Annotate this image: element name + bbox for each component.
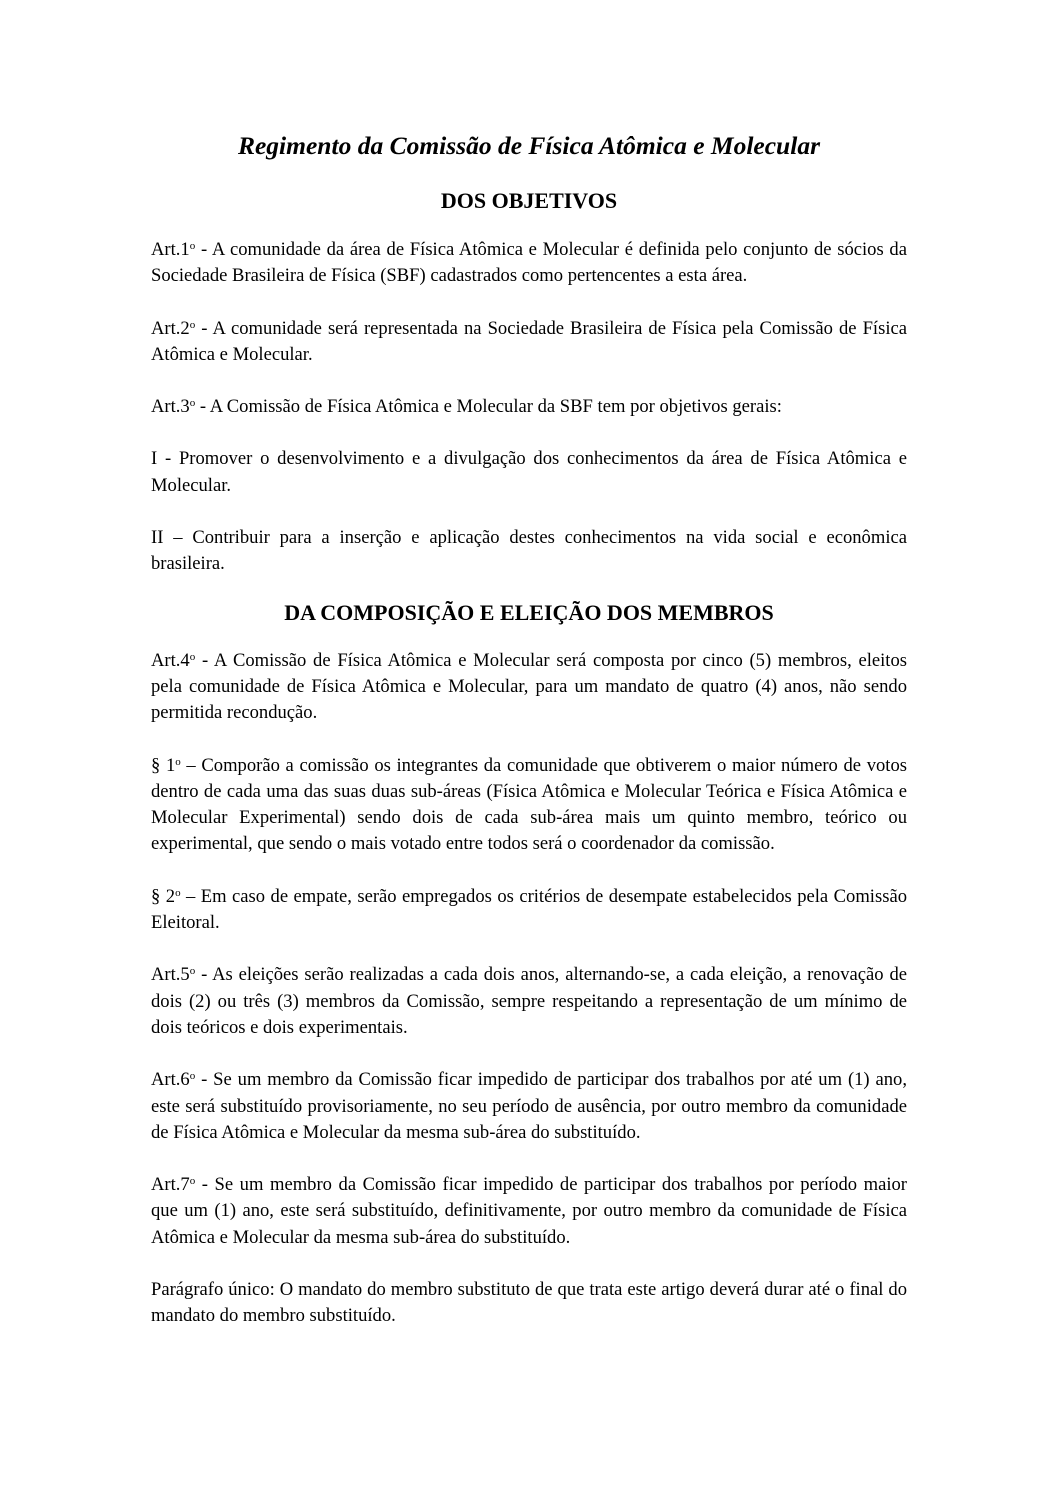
item-text: I - Promover o desenvolvimento e a divulgação dos conhecimentos da área de Física Atômica e Molecular. bbox=[151, 448, 907, 496]
article-number: Art.6 bbox=[151, 1069, 190, 1091]
paragraph-number: § 2 bbox=[151, 885, 176, 907]
ordinal-mark: o bbox=[189, 397, 196, 410]
item-ii bbox=[151, 525, 907, 578]
article-number: Art.2 bbox=[151, 317, 190, 339]
article-2 bbox=[151, 316, 907, 369]
ordinal-mark: o bbox=[175, 886, 181, 899]
document-page bbox=[151, 126, 907, 1330]
article-number: Art.4 bbox=[151, 649, 190, 671]
ordinal-mark: o bbox=[189, 240, 196, 252]
ordinal-mark: o bbox=[189, 1175, 196, 1188]
article-1 bbox=[151, 237, 907, 290]
ordinal-mark: o bbox=[189, 965, 196, 978]
article-text: - A Comissão de Física Atômica e Molecular será composta por cinco (5) membros, eleitos pela comunidade de Física Atômica e Molecular, para um mandato de quatro (4) anos, não sendo permitida recondução. bbox=[151, 649, 907, 724]
article-text: - A Comissão de Física Atômica e Molecular da SBF tem por objetivos gerais: bbox=[195, 396, 782, 418]
section-heading-objetivos: DOS OBJETIVOS bbox=[440, 188, 618, 213]
item-text: II – Contribuir para a inserção e aplicação destes conhecimentos na vida social e econômica brasileira. bbox=[151, 527, 907, 575]
article-text: - Se um membro da Comissão ficar impedido de participar dos trabalhos por período maior que um (1) ano, este será substituído, definitivamente, por outro membro da comunidade de Física Atômica e Molecular da mesma sub-área do substituído. bbox=[151, 1174, 907, 1248]
article-3 bbox=[151, 394, 907, 420]
article-number: Art.1 bbox=[151, 239, 190, 260]
ordinal-mark: o bbox=[189, 318, 196, 331]
article-5 bbox=[151, 962, 907, 1041]
ordinal-mark: o bbox=[189, 650, 196, 663]
article-text: - As eleições serão realizadas a cada dois anos, alternando-se, a cada eleição, a renovação de dois (2) ou três (3) membros da Comissão, sempre respeitando a representação de um mínimo de dois teóricos e dois experimentais. bbox=[151, 964, 907, 1038]
paragraph-number: § 1 bbox=[151, 754, 176, 776]
ordinal-mark: o bbox=[189, 1070, 196, 1083]
paragrafo-unico bbox=[151, 1277, 907, 1330]
document-title: Regimento da Comissão de Física Atômica e Molecular bbox=[237, 131, 820, 160]
article-number: Art.3 bbox=[151, 396, 190, 418]
section-heading-composicao: DA COMPOSIÇÃO E ELEIÇÃO DOS MEMBROS bbox=[284, 599, 774, 625]
article-number: Art.5 bbox=[151, 964, 190, 986]
article-7 bbox=[151, 1172, 907, 1251]
paragraph-text: – Em caso de empate, serão empregados os critérios de desempate estabelecidos pela Comissão Eleitoral. bbox=[151, 885, 907, 934]
item-i bbox=[151, 446, 907, 499]
article-4 bbox=[151, 648, 907, 727]
article-number: Art.7 bbox=[151, 1174, 190, 1196]
article-text: - A comunidade da área de Física Atômica e Molecular é definida pelo conjunto de sócios da Sociedade Brasileira de Física (SBF) cadastrados como pertencentes a esta área. bbox=[151, 239, 907, 287]
article-6 bbox=[151, 1067, 907, 1146]
paragraph-text: Parágrafo único: O mandato do membro substituto de que trata este artigo deverá durar até o final do mandato do membro substituído. bbox=[151, 1279, 907, 1327]
ordinal-mark: o bbox=[175, 755, 181, 768]
paragraph-text: – Comporão a comissão os integrantes da comunidade que obtiverem o maior número de votos dentro de cada uma das suas duas sub-áreas (Física Atômica e Molecular Teórica e Física Atômica e Molecular Experimental) sendo dois de cada sub-área mais um quinto membro, teórico ou experimental, que sendo o mais votado entre todos será o coordenador da comissão. bbox=[151, 754, 907, 855]
paragraph-2 bbox=[151, 884, 907, 937]
paragraph-1 bbox=[151, 753, 907, 858]
article-text: - Se um membro da Comissão ficar impedido de participar dos trabalhos por até um (1) ano, este será substituído provisoriamente, no seu período de ausência, por outro membro da comunidade de Física Atômica e Molecular da mesma sub-área do substituído. bbox=[151, 1069, 907, 1143]
article-text: - A comunidade será representada na Sociedade Brasileira de Física pela Comissão de Física Atômica e Molecular. bbox=[151, 317, 907, 365]
